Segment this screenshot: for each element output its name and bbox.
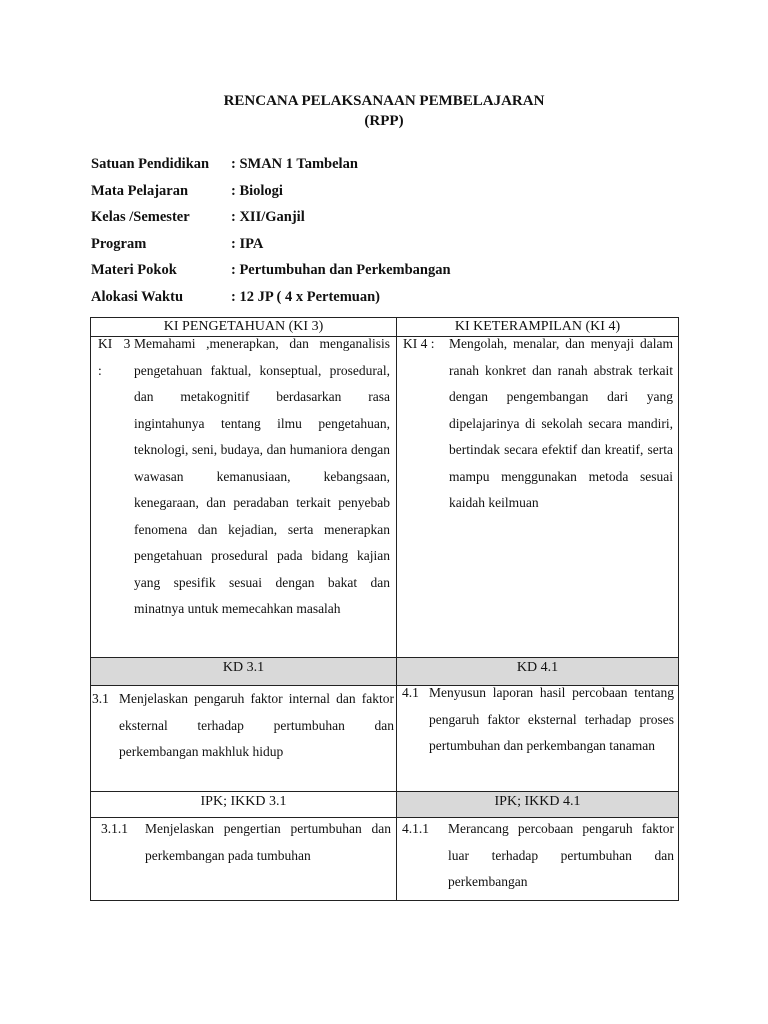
ki3-text: Memahami ,menerapkan, dan menganalisis pengetahuan faktual, konseptual, prosedural, dan metakognitif berdasarkan rasa ingintahunya tentang ilmu pengetahuan, teknologi, seni, budaya, dan humaniora dengan wawasan kemanusiaan, kebangsaan, kenegaraan, dan peradaban terkait penyebab fenomena dan kejadian, serta menerapkan pengetahuan prosedural pada bidang kajian yang spesifik sesuai dengan bakat dan minatnya untuk memecahkan masalah bbox=[134, 336, 390, 616]
document-title: RENCANA PELAKSANAAN PEMBELAJARAN bbox=[223, 93, 545, 109]
ki3-cell bbox=[98, 331, 390, 623]
ipk3-text: Menjelaskan pengertian pertumbuhan dan perkembangan pada tumbuhan bbox=[145, 821, 391, 863]
info-row-materi bbox=[91, 260, 691, 287]
ki4-cell bbox=[403, 331, 673, 517]
column-divider bbox=[396, 318, 397, 900]
info-value: : Biologi bbox=[231, 182, 283, 199]
row-divider bbox=[91, 791, 678, 792]
ki4-header: KI KETERAMPILAN (KI 4) bbox=[454, 319, 621, 334]
document-subtitle: (RPP) bbox=[364, 113, 404, 129]
info-value: : Pertumbuhan dan Perkembangan bbox=[231, 262, 451, 279]
info-label: Kelas /Semester bbox=[91, 209, 190, 226]
info-row-kelas bbox=[91, 207, 691, 234]
row-divider bbox=[91, 657, 678, 658]
info-label: Materi Pokok bbox=[91, 262, 177, 279]
info-row-program bbox=[91, 234, 691, 261]
ki3-header: KI PENGETAHUAN (KI 3) bbox=[163, 319, 324, 334]
kd4-number: 4.1 bbox=[402, 685, 419, 700]
kd3-number: 3.1 bbox=[92, 691, 109, 706]
info-value: : 12 JP ( 4 x Pertemuan) bbox=[231, 288, 380, 305]
info-label: Alokasi Waktu bbox=[91, 288, 184, 305]
ki3-prefix: KI 3 : bbox=[98, 336, 131, 378]
ipk4-cell bbox=[402, 816, 674, 896]
info-row-satuan bbox=[91, 154, 691, 181]
info-row-alokasi bbox=[91, 287, 691, 314]
kd3-cell bbox=[92, 686, 394, 766]
competency-table bbox=[90, 317, 679, 901]
kd4-header: KD 4.1 bbox=[516, 660, 559, 675]
info-label: Mata Pelajaran bbox=[91, 182, 189, 199]
info-row-mapel bbox=[91, 181, 691, 208]
info-value: : IPA bbox=[231, 235, 264, 252]
ipk4-header: IPK; IKKD 4.1 bbox=[494, 794, 581, 809]
identity-block bbox=[91, 154, 691, 314]
kd4-cell bbox=[402, 680, 674, 760]
ki4-text: Mengolah, menalar, dan menyaji dalam ranah konkret dan ranah abstrak terkait dengan pengembangan dari yang dipelajarinya di sekolah secara mandiri, bertindak secara efektif dan kreatif, serta mampu menggunakan metoda sesuai kaidah keilmuan bbox=[449, 336, 673, 510]
info-value: : XII/Ganjil bbox=[231, 209, 305, 226]
ipk3-cell bbox=[101, 816, 391, 869]
info-value: : SMAN 1 Tambelan bbox=[231, 156, 358, 172]
ipk4-number: 4.1.1 bbox=[402, 821, 429, 836]
ki4-prefix: KI 4 : bbox=[403, 336, 435, 351]
kd4-text: Menyusun laporan hasil percobaan tentang pengaruh faktor eksternal terhadap proses pertumbuhan dan perkembangan tanaman bbox=[429, 685, 674, 753]
kd3-header: KD 3.1 bbox=[222, 660, 265, 675]
ipk3-number: 3.1.1 bbox=[101, 821, 128, 836]
kd3-text: Menjelaskan pengaruh faktor internal dan faktor eksternal terhadap pertumbuhan dan perkembangan makhluk hidup bbox=[119, 691, 394, 759]
info-label: Satuan Pendidikan bbox=[91, 156, 210, 172]
ipk3-header: IPK; IKKD 3.1 bbox=[200, 794, 287, 809]
ipk4-text: Merancang percobaan pengaruh faktor luar terhadap pertumbuhan dan perkembangan bbox=[448, 821, 674, 889]
info-label: Program bbox=[91, 235, 147, 252]
